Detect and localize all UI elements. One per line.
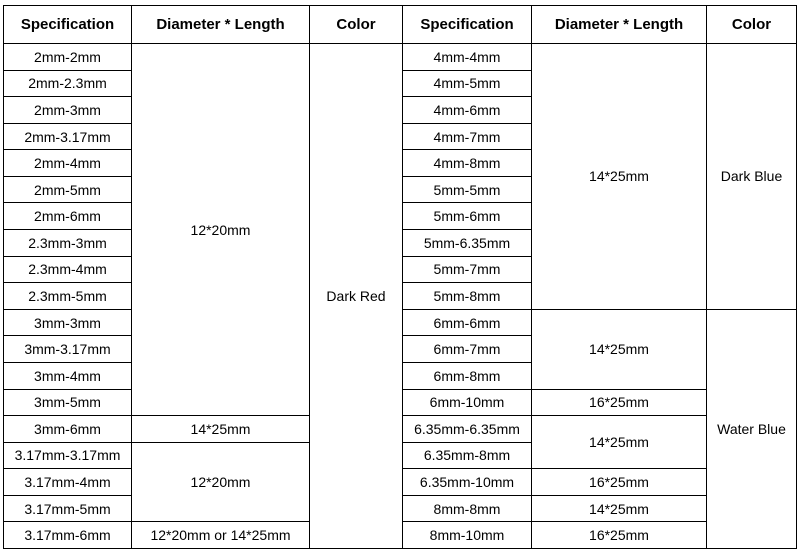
right-spec-cell: 6.35mm-8mm (403, 442, 532, 469)
specification-table (3, 5, 797, 549)
left-spec-cell: 2mm-5mm (4, 176, 132, 203)
right-spec-cell: 6mm-6mm (403, 309, 532, 336)
left-size-cell: 14*25mm (132, 416, 310, 443)
header-diameter-length: Diameter * Length (132, 6, 310, 44)
left-spec-cell: 2mm-4mm (4, 150, 132, 177)
left-spec-cell: 2mm-2.3mm (4, 70, 132, 97)
left-spec-cell: 3.17mm-4mm (4, 469, 132, 496)
left-spec-cell: 2.3mm-3mm (4, 230, 132, 257)
right-size-cell: 16*25mm (532, 522, 707, 549)
right-spec-cell: 6.35mm-6.35mm (403, 416, 532, 443)
right-spec-cell: 5mm-6mm (403, 203, 532, 230)
right-spec-cell: 4mm-4mm (403, 44, 532, 71)
left-spec-cell: 2.3mm-4mm (4, 256, 132, 283)
header-diameter-length: Diameter * Length (532, 6, 707, 44)
right-spec-cell: 5mm-7mm (403, 256, 532, 283)
left-spec-cell: 3.17mm-6mm (4, 522, 132, 549)
left-size-cell: 12*20mm (132, 442, 310, 522)
right-spec-cell: 4mm-8mm (403, 150, 532, 177)
left-spec-cell: 3mm-3.17mm (4, 336, 132, 363)
header-color: Color (707, 6, 797, 44)
right-spec-cell: 5mm-6.35mm (403, 230, 532, 257)
right-spec-cell: 6mm-7mm (403, 336, 532, 363)
header-specification: Specification (403, 6, 532, 44)
right-size-cell: 14*25mm (532, 416, 707, 469)
right-color-cell: Water Blue (707, 309, 797, 548)
left-size-cell: 12*20mm or 14*25mm (132, 522, 310, 549)
left-size-cell: 12*20mm (132, 44, 310, 416)
left-spec-cell: 3.17mm-3.17mm (4, 442, 132, 469)
left-spec-cell: 3mm-3mm (4, 309, 132, 336)
right-spec-cell: 4mm-5mm (403, 70, 532, 97)
header-color: Color (310, 6, 403, 44)
left-spec-cell: 2mm-3.17mm (4, 123, 132, 150)
right-spec-cell: 6mm-8mm (403, 362, 532, 389)
left-spec-cell: 2.3mm-5mm (4, 283, 132, 310)
left-color-cell: Dark Red (310, 44, 403, 549)
right-spec-cell: 4mm-7mm (403, 123, 532, 150)
right-size-cell: 14*25mm (532, 309, 707, 389)
right-spec-cell: 5mm-8mm (403, 283, 532, 310)
header-specification: Specification (4, 6, 132, 44)
right-size-cell: 14*25mm (532, 495, 707, 522)
right-spec-cell: 6.35mm-10mm (403, 469, 532, 496)
right-spec-cell: 6mm-10mm (403, 389, 532, 416)
header-row (4, 6, 797, 44)
left-spec-cell: 2mm-6mm (4, 203, 132, 230)
left-spec-cell: 3.17mm-5mm (4, 495, 132, 522)
right-spec-cell: 8mm-10mm (403, 522, 532, 549)
right-spec-cell: 8mm-8mm (403, 495, 532, 522)
right-spec-cell: 4mm-6mm (403, 97, 532, 124)
left-spec-cell: 2mm-3mm (4, 97, 132, 124)
right-color-cell: Dark Blue (707, 44, 797, 310)
right-size-cell: 16*25mm (532, 389, 707, 416)
table-row (4, 44, 797, 71)
right-spec-cell: 5mm-5mm (403, 176, 532, 203)
right-size-cell: 16*25mm (532, 469, 707, 496)
left-spec-cell: 3mm-5mm (4, 389, 132, 416)
left-spec-cell: 2mm-2mm (4, 44, 132, 71)
left-spec-cell: 3mm-6mm (4, 416, 132, 443)
right-size-cell: 14*25mm (532, 44, 707, 310)
left-spec-cell: 3mm-4mm (4, 362, 132, 389)
